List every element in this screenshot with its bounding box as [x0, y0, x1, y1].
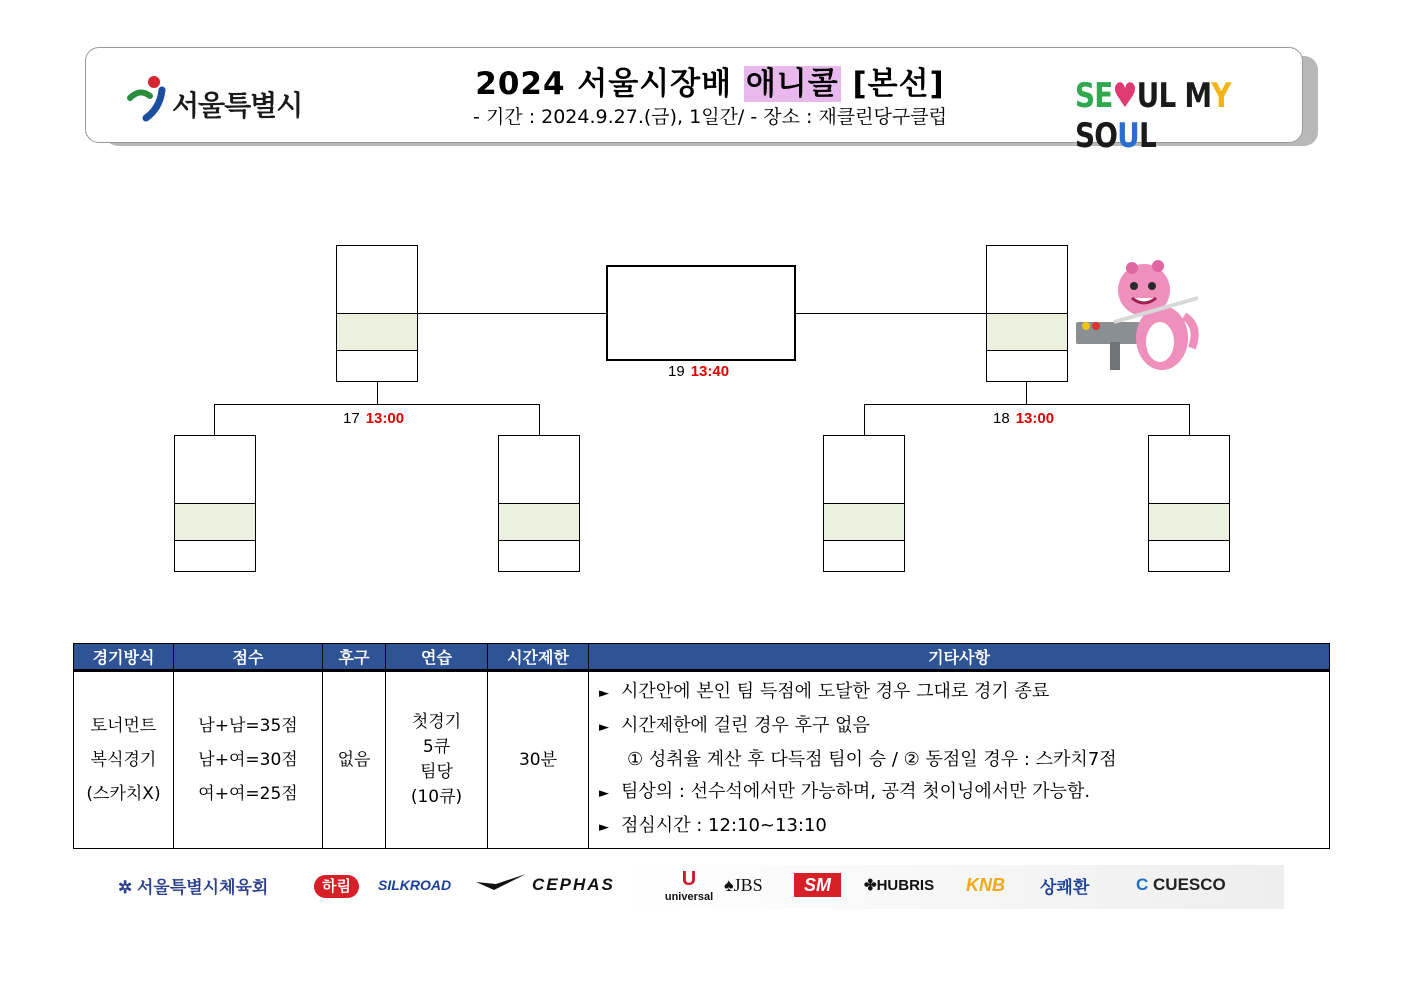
- line-left-drop-a: [214, 404, 215, 435]
- sponsor-cuesco: C CUESCO: [1136, 875, 1226, 894]
- seoul-city-logo: [126, 74, 326, 124]
- rules-table-header: [74, 644, 1330, 671]
- line-right-drop-b: [1189, 404, 1190, 435]
- sponsor-seoul-sports-council: ✲ 서울특별시체육회: [118, 877, 269, 897]
- team-slot-2: [498, 435, 580, 572]
- final-winner-box: [606, 265, 796, 361]
- line-left-to-final: [417, 313, 606, 314]
- title-suffix: [본선]: [840, 66, 945, 102]
- header-practice: 연습: [386, 644, 488, 671]
- header-format: 경기방식: [74, 644, 174, 671]
- sponsor-swoosh-logo: [474, 872, 532, 899]
- header-notes: 기타사항: [589, 644, 1330, 671]
- team-slot-1: [174, 435, 256, 572]
- line-right-drop-a: [864, 404, 865, 435]
- line-left-stem: [377, 382, 378, 404]
- sponsor-silkroad: SILKROAD: [378, 877, 452, 893]
- team-slot-4: [1148, 435, 1230, 572]
- sponsor-hubris: ✤HUBRIS: [864, 877, 935, 894]
- sponsor-jbs: ♠JBS: [724, 874, 763, 895]
- line-right-crossbar: [864, 404, 1190, 405]
- sponsor-logos: [118, 862, 1284, 908]
- page-title: [380, 58, 1040, 103]
- sponsor-cephas: CEPHAS: [532, 875, 615, 894]
- header-hugu: 후구: [323, 644, 386, 671]
- cell-hugu: 없음: [323, 671, 386, 849]
- arrow-icon: ►: [599, 786, 609, 801]
- title-highlight: 애니콜: [745, 66, 839, 102]
- match-18-label: 18 13:00: [993, 410, 1055, 427]
- match-19-label: 19 13:40: [668, 363, 730, 380]
- arrow-icon: ►: [599, 686, 609, 701]
- sponsor-knb: KNB: [966, 874, 1005, 895]
- sponsor-sangkwaehwan: 상쾌환: [1040, 877, 1090, 897]
- cell-format: 토너먼트 복식경기 (스카치X): [74, 671, 174, 849]
- seoul-my-soul-logo: SE♥UL MY SOUL: [1075, 76, 1231, 156]
- event-info: - 기간 : 2024.9.27.(금), 1일간/ - 장소 : 재클린당구클럽: [473, 106, 947, 128]
- semifinal-left-slot: [336, 245, 418, 382]
- team-slot-3: [823, 435, 905, 572]
- cell-score: 남+남=35점 남+여=30점 여+여=25점: [174, 671, 323, 849]
- match-17-label: 17 13:00: [343, 410, 405, 427]
- line-left-drop-b: [539, 404, 540, 435]
- line-right-stem: [1026, 382, 1027, 404]
- header-time-limit: 시간제한: [488, 644, 589, 671]
- semifinal-right-slot: [986, 245, 1068, 382]
- header-score: 점수: [174, 644, 323, 671]
- line-right-to-final: [796, 313, 986, 314]
- title-prefix: 2024 서울시장배: [475, 66, 744, 102]
- seoul-symbol-icon: [126, 74, 172, 122]
- line-left-crossbar: [214, 404, 540, 405]
- cell-time-limit: 30분: [488, 671, 589, 849]
- arrow-icon: ►: [599, 820, 609, 835]
- haechi-mascot-image: [1074, 256, 1204, 374]
- rules-table: [73, 643, 1330, 849]
- sponsor-universal: U universal: [664, 867, 714, 903]
- seoul-logo-text: 서울특별시: [172, 89, 303, 122]
- sponsor-harim: 하림: [314, 875, 378, 896]
- sponsor-sm: SM: [794, 875, 864, 896]
- cell-notes: ► 시간안에 본인 팀 득점에 도달한 경우 그대로 경기 종료 ► 시간제한에 걸린 경우 후구 없음 ① 성취율 계산 후 다득점 팀이 승 / ② 동점일 경우 : 스카치7점 ► 팀상의 : 선수석에서만 가능하며, 공격 첫이닝에서만 가능함. ► 점심시간 : 12:10~13:10: [589, 671, 1330, 849]
- arrow-icon: ►: [599, 720, 609, 735]
- rules-table-row: [74, 671, 1330, 849]
- cell-practice: 첫경기 5큐 팀당 (10큐): [386, 671, 488, 849]
